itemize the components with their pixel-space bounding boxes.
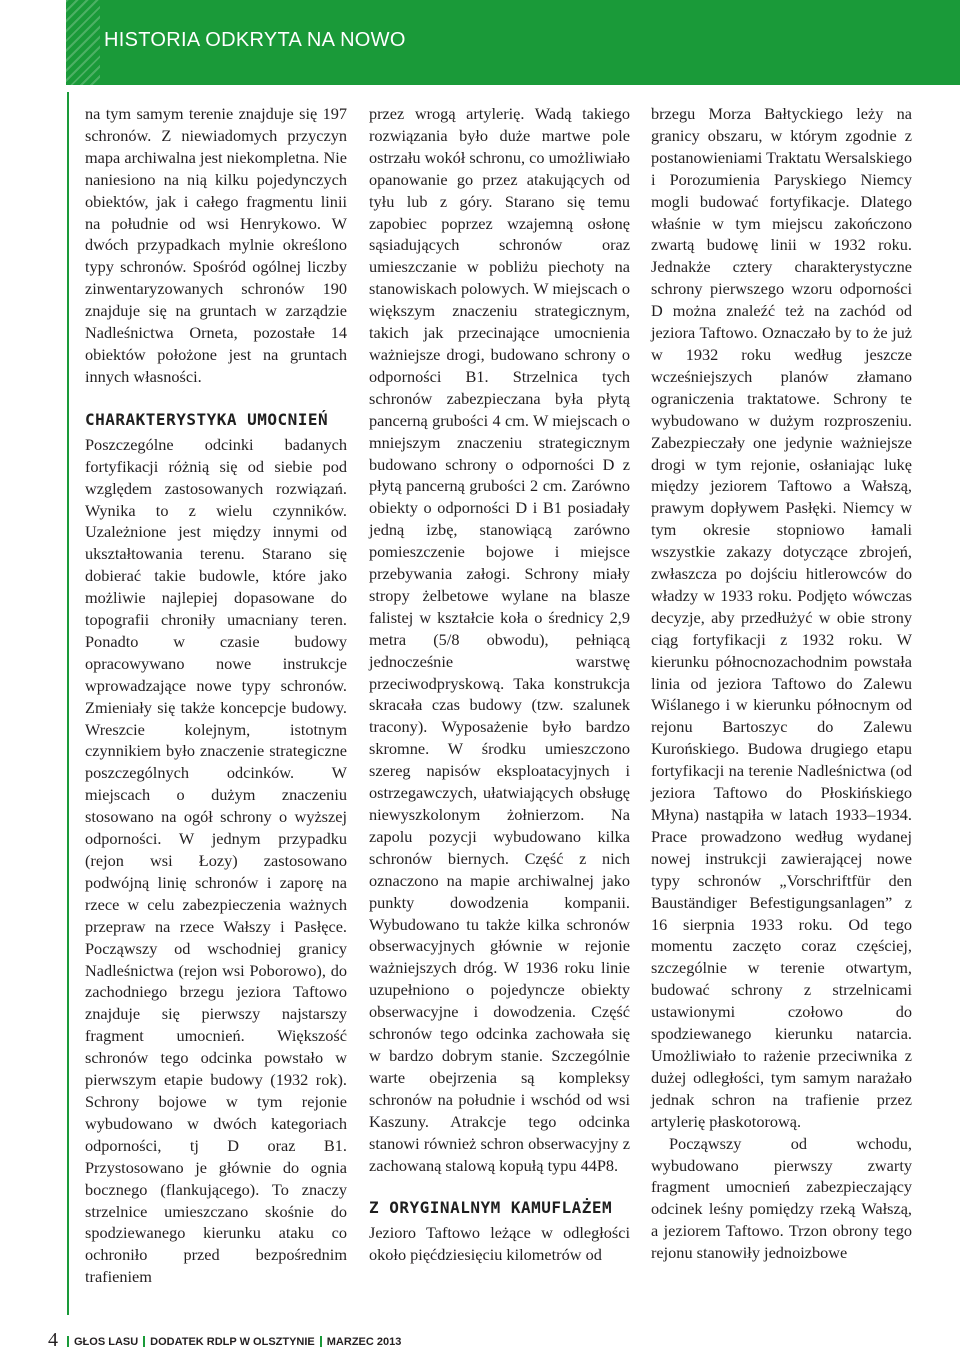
page-number: 4 (48, 1329, 58, 1351)
paragraph: Począwszy od wchodu, wybudowano pierwszy zwarty fragment umocnień zabezpieczający odcinek leśny pomiędzy rzeką Wałszą, a jeziorem Taftowo. Trzon obrony tego rejonu stanowiły jednoizbowe (651, 1133, 912, 1263)
footer-separator (143, 1336, 145, 1347)
header-stripes-decoration (66, 0, 100, 85)
paragraph: przez wrogą artylerię. Wadą takiego rozwiązania było duże martwe pole ostrzału wokół schronu, co umożliwiało opanowanie go przez atakujących od tyłu lub z góry. Starano się temu zapobiec poprzez wzajemną osłonę sąsiadujących schronów oraz umieszczanie w pobliżu piechoty na stanowiskach polowych. W miejscach o większym znaczeniu strategicznym, takich jak przecinające umocnienia ważniejsze drogi, budowano schrony o odporności B1. Strzelnica tych schronów zabezpieczana była płytą pancerną grubości 4 cm. W miejscach o mniejszym znaczeniu strategicznym budowano schrony o odporności D z płytą pancerną grubości 2 cm. Zarówno obiekty o odporności D i B1 posiadały jedną izbę, stanowiącą zarówno pomieszczenie bojowe i miejsce przebywania załogi. Schrony miały stropy żelbetowe wylane na blasze falistej w kształcie koła o średnicy 2,9 metra (5/8 obwodu), pełniącą jednocześnie warstwę przeciwodpryskową. Taka konstrukcja skracała czas budowy (tzw. szalunek tracony). Wyposażenie było bardzo skromne. W środku umieszczono szereg napisów eksploatacyjnych i ostrzegawczych, ułatwiających obsługę niewyszkolonym żołnierzom. Na zapolu pozycji wybudowano kilka schronów biernych. Część z nich oznaczono na mapie archiwalnej jako punkty dowodzenia kompanii. Wybudowano tu także kilka schronów obserwacyjnych głównie w rejonie ważniejszych dróg. W 1936 roku linie uzupełniono o pojedyncze obiekty obserwacyjne i dowodzenia. Część schronów tego odcinka zachowała się w bardzo dobrym stanie. Szczególnie warte obejrzenia są kompleksy schronów na południe i wschód od wsi Kaszuny. Atrakcje tego odcinka stanowi również schron obserwacyjny z zachowaną stalową kopułą typu 44P8. (369, 104, 630, 1175)
paragraph: brzegu Morza Bałtyckiego leży na granicy obszaru, w którym zgodnie z postanowieniami Traktatu Wersalskiego i Porozumienia Paryskiego Niemcy mogli budować fortyfikacje. Dlatego właśnie w tym miejscu zakończono zwartą budowę linii w 1932 roku. Jednakże cztery charakterystyczne schrony pierwszego wzoru odporności D można znaleźć też na zachód od jeziora Taftowo. Oznaczało by to że już w 1932 roku według jeszcze wcześniejszych planów złamano ograniczenia traktatowe. Schrony te wybudowano w dużym rozproszeniu. Zabezpieczały one jedynie ważniejsze drogi w tym rejonie, osłaniając lukę między jeziorem Taftowo a Wałszą, prawym dopływem Pasłęki. Niemcy w tym okresie stopniowo łamali wszystkie zakazy dotyczące zbrojeń, zwłaszcza po dojściu hitlerowców do władzy w 1933 roku. Podjęto wówczas decyzje, aby przedłużyć w obie strony ciąg fortyfikacji z 1932 roku. W kierunku północnozachodnim powstała linia od jeziora Taftowo do Zalewu Wiślanego i w kierunku północnym od rejonu Bartoszyc do Zalewu Kurońskiego. Budowa drugiego etapu fortyfikacji na terenie Nadleśnictwa (od jeziora Taftowo do Płoskińskiego Młyna) nastąpiła w latach 1933–1934. Prace prowadzono według wydanej nowej instrukcji zawierającej nowe typy schronów „Vorschriftfür den Bauständiger Befestigungsanlagen” z 16 sierpnia 1933 roku. Od tego momentu zaczęto coraz częściej, szczególnie w terenie otwartym, budować schrony z strzelnicami ustawionymi czołowo do spodziewanego kierunku natarcia. Umożliwiało to rażenie przeciwnika z dużej odległości, tym samym narażało jednak schron na trafienie przez artylerię płaskotorową. (651, 104, 912, 1131)
magazine-name: GŁOS LASU (74, 1336, 139, 1348)
text-column-3 (651, 103, 912, 1264)
section-header-bar (66, 0, 960, 85)
text-column-1 (85, 103, 347, 1288)
paragraph: na tym samym terenie znajduje się 197 schronów. Z niewiadomych przyczyn mapa archiwalna jest niekompletna. Nie naniesiono na nią kilku pojedynczych obiektów, jak i całego fragmentu linii na południe od wsi Henrykowo. W dwóch przypadkach mylnie określono typy schronów. Spośród ogólnej liczby zinwentaryzowanych schronów 190 znajduje się na gruntach w zarządzie Nadleśnictwa Orneta, pozostałe 14 obiektów położone jest na gruntach innych własności. (85, 104, 347, 386)
paragraph: Poszczególne odcinki badanych fortyfikacji różnią się od siebie pod względem zastosowanych rozwiązań. Wynika to z wielu czynników. Uzależnione jest między innymi od ukształtowania terenu. Starano się dobierać takie budowle, które jako możliwie najlepiej dopasowane do topografii chroniły umacniany teren. Ponadto w czasie budowy opracowywano nowe instrukcje wprowadzające nowe typy schronów. Zmieniały się także koncepcje budowy. Wreszcie kolejnym, istotnym czynnikiem było znaczenie strategiczne poszczególnych odcinków. W miejscach o dużym znaczeniu stosowano na ogół schrony o wyższej odporności. W jednym przypadku (rejon wsi Łozy) zastosowano podwójną linię schronów i zaporę na rzece w celu zabezpieczenia ważnych przepraw na rzece Wałszy i Pasłęce. Począwszy od wschodniej granicy Nadleśnictwa (rejon wsi Poborowo), do zachodniego brzegu jeziora Taftowo znajduje się pierwszy najstarszy fragment umocnień. Większość schronów tego odcinka powstało w pierwszym etapie budowy (1932 rok). Schrony bojowe w tym rejonie wybudowano w dwóch kategoriach odporności, tj D oraz B1. Przystosowano je głównie do ognia bocznego (flankującego). To znaczy strzelnice umieszczano skośnie do spodziewanego kierunku ataku co ochroniło przed bezpośrednim trafieniem (85, 434, 347, 1287)
section-heading: Z ORYGINALNYM KAMUFLAŻEM (369, 1198, 613, 1218)
supplement-name: DODATEK RDLP W OLSZTYNIE (150, 1336, 315, 1348)
paragraph: Jezioro Taftowo leżące w odległości około pięćdziesięciu kilometrów od (369, 1223, 630, 1265)
section-title: HISTORIA ODKRYTA NA NOWO (104, 29, 406, 51)
text-column-2 (369, 103, 630, 1266)
issue-date: MARZEC 2013 (326, 1336, 402, 1348)
footer-separator (320, 1336, 322, 1347)
page-footer (48, 1329, 402, 1351)
section-heading: CHARAKTERYSTYKA UMOCNIEŃ (85, 409, 329, 429)
footer-separator (67, 1336, 69, 1347)
column-rule (67, 92, 69, 1315)
